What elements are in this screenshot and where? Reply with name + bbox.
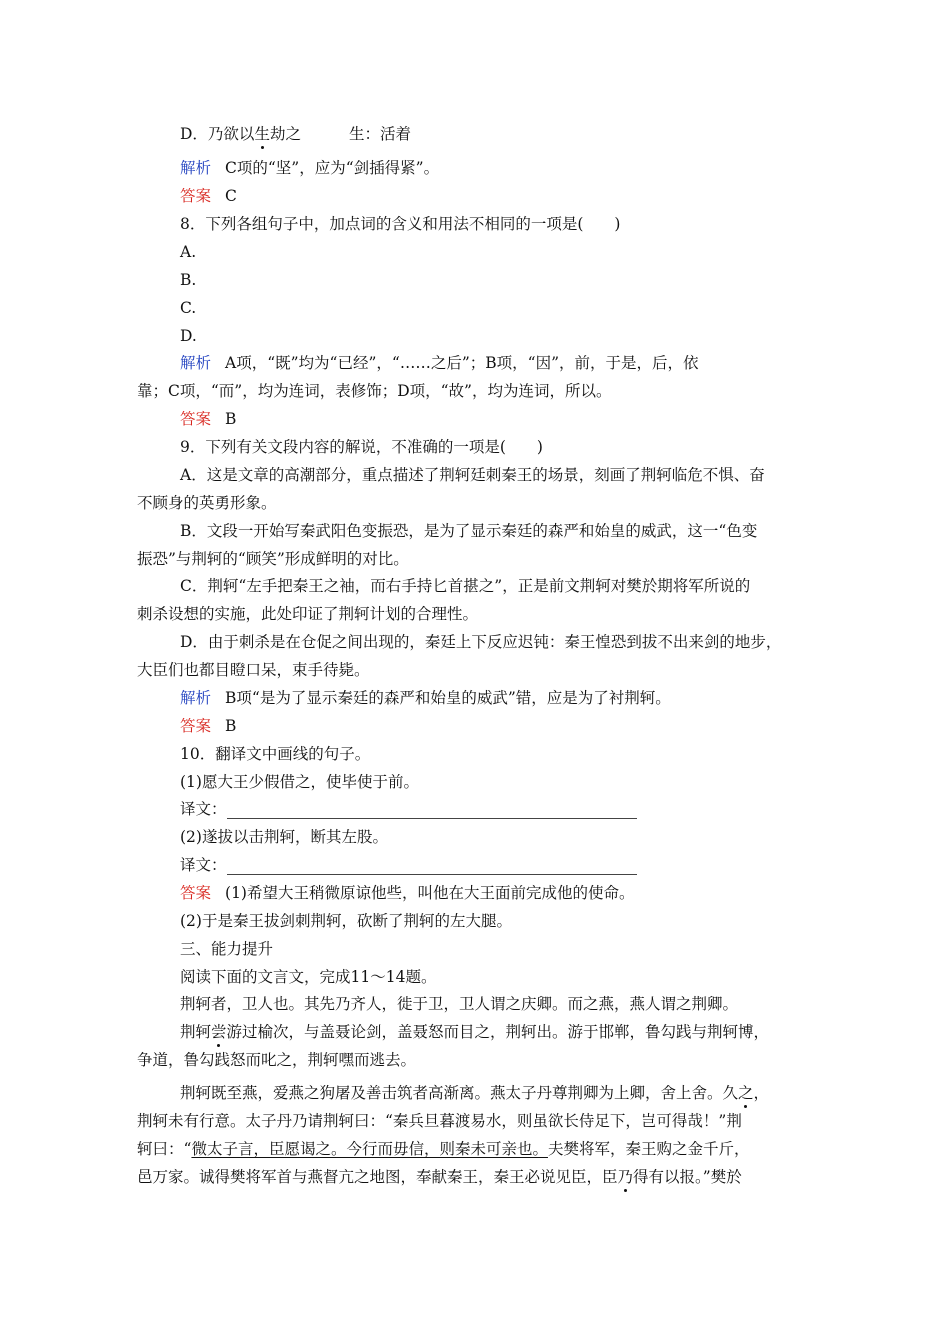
analysis-label: 解析 xyxy=(180,689,212,707)
q8-option-a: A. xyxy=(180,243,197,261)
q9-stem: 9．下列有关文段内容的解说，不准确的一项是( ) xyxy=(180,438,543,456)
q9-option-b-line1: B．文段一开始写秦武阳色变振恐，是为了显示秦廷的森严和始皇的威武，这一“色变 xyxy=(180,522,758,540)
q7-analysis: 解析 C项的“坚”，应为“剑插得紧”。 xyxy=(180,159,440,177)
q10-translation-1: 译文： xyxy=(180,799,637,819)
q9-option-c-line2: 刺杀设想的实施，此处印证了荆轲计划的合理性。 xyxy=(137,605,479,623)
q10-sentence-2: (2)遂拔以击荆轲，断其左股。 xyxy=(180,828,388,846)
q8-analysis-line2: 靠；C项，“而”，均为连词，表修饰；D项，“故”，均为连词，所以。 xyxy=(137,382,612,400)
q10-sentence-1: (1)愿大王少假借之，使毕使于前。 xyxy=(180,773,419,791)
passage-paragraph-3-line3: 轲曰：“微太子言，臣愿谒之。今行而毋信，则秦未可亲也。夫樊将军，秦王购之金千斤， xyxy=(137,1140,750,1158)
q8-stem: 8．下列各组句子中，加点词的含义和用法不相同的一项是( ) xyxy=(180,215,621,233)
q10-translation-2: 译文： xyxy=(180,855,637,875)
q9-option-a-line1: A．这是文章的高潮部分，重点描述了荆轲廷刺秦王的场景，刻画了荆轲临危不惧、奋 xyxy=(180,466,765,484)
passage-paragraph-3-line1: 荆轲既至燕，爱燕之狗屠及善击筑者高渐离。燕太子丹尊荆卿为上卿，舍上舍。久之， xyxy=(180,1084,770,1102)
q7-option-d-gloss: 生：活着 xyxy=(348,125,411,143)
reading-instructions: 阅读下面的文言文，完成11～14题。 xyxy=(180,968,437,986)
underlined-sentence: 微太子言，臣愿谒之。今行而毋信，则秦未可亲也。 xyxy=(191,1140,548,1158)
passage-paragraph-1: 荆轲者，卫人也。其先乃齐人，徙于卫，卫人谓之庆卿。而之燕，燕人谓之荆卿。 xyxy=(180,995,739,1013)
q9-answer: 答案 B xyxy=(180,717,237,735)
emphasis-dot-char: 乃 xyxy=(617,1168,634,1186)
q9-option-d-line2: 大臣们也都目瞪口呆，束手待毙。 xyxy=(137,661,370,679)
answer-label: 答案 xyxy=(180,187,212,205)
emphasis-dot-char: 生 xyxy=(254,125,270,143)
q8-answer: 答案 B xyxy=(180,410,237,428)
q8-analysis-line1: 解析 A项，“既”均为“已经”，“……之后”；B项，“因”，前，于是，后，依 xyxy=(180,354,699,372)
passage-paragraph-2-line2: 争道，鲁勾践怒而叱之，荆轲嘿而逃去。 xyxy=(137,1051,417,1069)
q8-option-c: C. xyxy=(180,299,197,317)
translation-answer-blank[interactable] xyxy=(227,802,637,819)
q10-stem: 10．翻译文中画线的句子。 xyxy=(180,745,371,763)
q8-option-d: D. xyxy=(180,327,197,345)
passage-paragraph-3-line4: 邑万家。诚得樊将军首与燕督亢之地图，奉献秦王，秦王必说见臣，臣乃得有以报。”樊於 xyxy=(137,1168,742,1186)
q7-option-d: D．乃欲以生劫之 生：活着 xyxy=(180,125,411,143)
emphasis-dot-char: 之 xyxy=(738,1084,754,1102)
q7-answer: 答案 C xyxy=(180,187,237,205)
q10-answer-1: 答案 (1)希望大王稍微原谅他些，叫他在大王面前完成他的使命。 xyxy=(180,884,635,902)
analysis-label: 解析 xyxy=(180,354,212,372)
section-heading: 三、能力提升 xyxy=(180,940,274,958)
q9-option-a-line2: 不顾身的英勇形象。 xyxy=(137,494,277,512)
emphasis-dot-char: 尝 xyxy=(211,1023,227,1041)
translation-answer-blank[interactable] xyxy=(227,858,637,875)
answer-label: 答案 xyxy=(180,717,212,735)
answer-label: 答案 xyxy=(180,410,212,428)
q9-option-b-line2: 振恐”与荆轲的“顾笑”形成鲜明的对比。 xyxy=(137,550,409,568)
q9-option-c-line1: C．荆轲“左手把秦王之袖，而右手持匕首揕之”，正是前文荆轲对樊於期将军所说的 xyxy=(180,577,751,595)
passage-paragraph-3-line2: 荆轲未有行意。太子丹乃请荆轲曰：“秦兵旦暮渡易水，则虽欲长侍足下，岂可得哉！”荆 xyxy=(137,1112,742,1130)
q10-answer-2: (2)于是秦王拔剑刺荆轲，砍断了荆轲的左大腿。 xyxy=(180,912,512,930)
q9-option-d-line1: D．由于刺杀是在仓促之间出现的，秦廷上下反应迟钝：秦王惶恐到拔不出来剑的地步， xyxy=(180,633,782,651)
answer-label: 答案 xyxy=(180,884,212,902)
q9-analysis: 解析 B项“是为了显示秦廷的森严和始皇的威武”错，应是为了衬荆轲。 xyxy=(180,689,671,707)
passage-paragraph-2-line1: 荆轲尝游过榆次，与盖聂论剑，盖聂怒而目之，荆轲出。游于邯郸，鲁勾践与荆轲博， xyxy=(180,1023,770,1041)
q8-option-b: B. xyxy=(180,271,197,289)
analysis-label: 解析 xyxy=(180,159,212,177)
